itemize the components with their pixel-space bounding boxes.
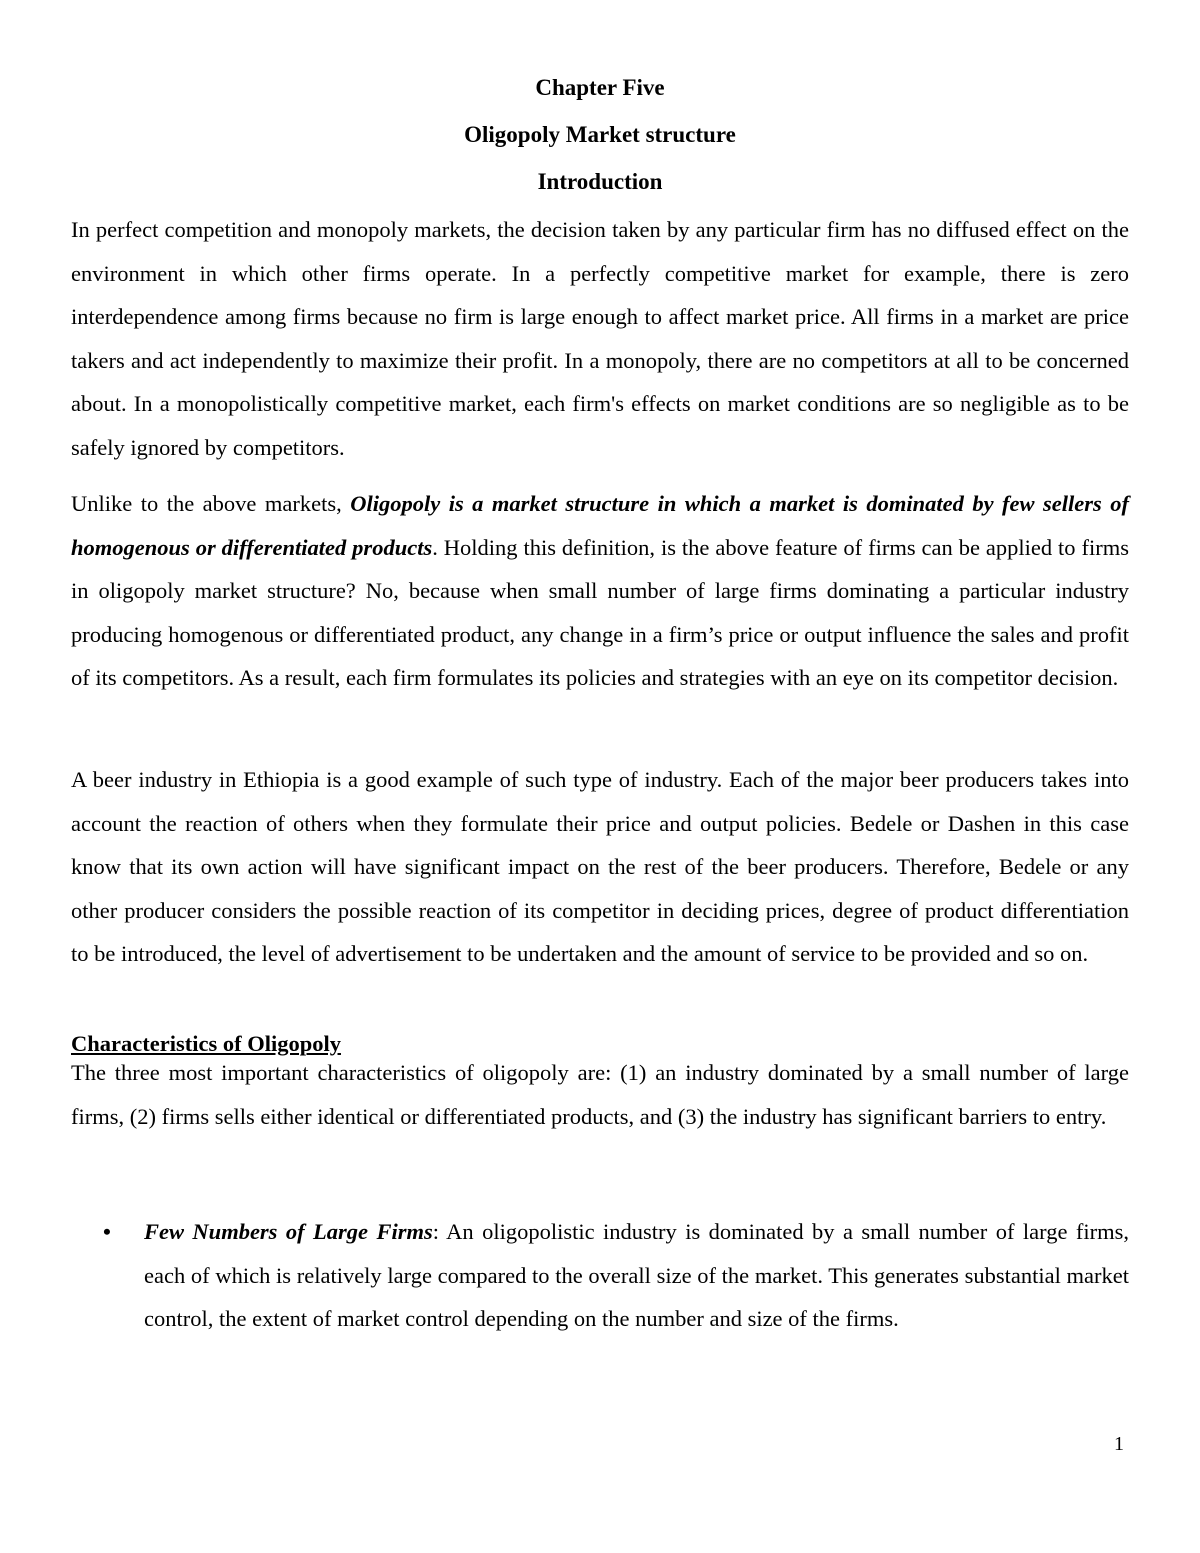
chapter-subtitle: Oligopoly Market structure <box>464 122 736 147</box>
bullet-icon: • <box>103 1219 111 1244</box>
characteristics-paragraph: The three most important characteristics of oligopoly are: (1) an industry dominated by a small number of large firms, (2) firms sells either identical or differentiated products, and (3) the industry has significant barriers to entry. <box>71 1060 1129 1129</box>
definition-paragraph <box>71 482 1129 700</box>
chapter-title: Chapter Five <box>535 75 665 100</box>
list-item <box>71 1210 1129 1341</box>
characteristics-heading: Characteristics of Oligopoly <box>71 1031 341 1056</box>
definition-paragraph-lead: Unlike to the above markets, <box>71 491 351 516</box>
definition-paragraph-rest: . Holding this definition, is the above feature of firms can be applied to firms in oligopoly market structure? No, because when small number of large firms dominating a particular industry producing homogenous or differentiated product, any change in a firm’s price or output influence the sales and profit of its competitors. As a result, each firm formulates its policies and strategies with an eye on its competitor decision. <box>71 534 1129 691</box>
intro-paragraph: In perfect competition and monopoly markets, the decision taken by any particular firm has no diffused effect on the environment in which other firms operate. In a perfectly competitive market for example, there is zero interdependence among firms because no firm is large enough to affect market price. All firms in a market are price takers and act independently to maximize their profit. In a monopoly, there are no competitors at all to be concerned about. In a monopolistically competitive market, each firm's effects on market conditions are so negligible as to be safely ignored by competitors. <box>71 217 1129 460</box>
beer-industry-paragraph: A beer industry in Ethiopia is a good example of such type of industry. Each of the major beer producers takes into account the reaction of others when they formulate their price and output policies. Bedele or Dashen in this case know that its own action will have significant impact on the rest of the beer producers. Therefore, Bedele or any other producer considers the possible reaction of its competitor in deciding prices, degree of product differentiation to be introduced, the level of advertisement to be undertaken and the amount of service to be provided and so on. <box>71 767 1129 967</box>
section-title: Introduction <box>537 169 663 194</box>
bullet-term: Few Numbers of Large Firms <box>144 1219 433 1244</box>
bullet-text: : An oligopolistic industry is dominated by a small number of large firms, each of which is relatively large compared to the overall size of the market. This generates substantial market control, the extent of market control depending on the number and size of the firms. <box>144 1219 1129 1332</box>
oligopoly-definition: Oligopoly is a market structure in which a market is dominated by few sellers of homogenous or differentiated products <box>71 491 1129 560</box>
page-number: 1 <box>1114 1433 1124 1455</box>
characteristics-list <box>71 1210 1129 1341</box>
